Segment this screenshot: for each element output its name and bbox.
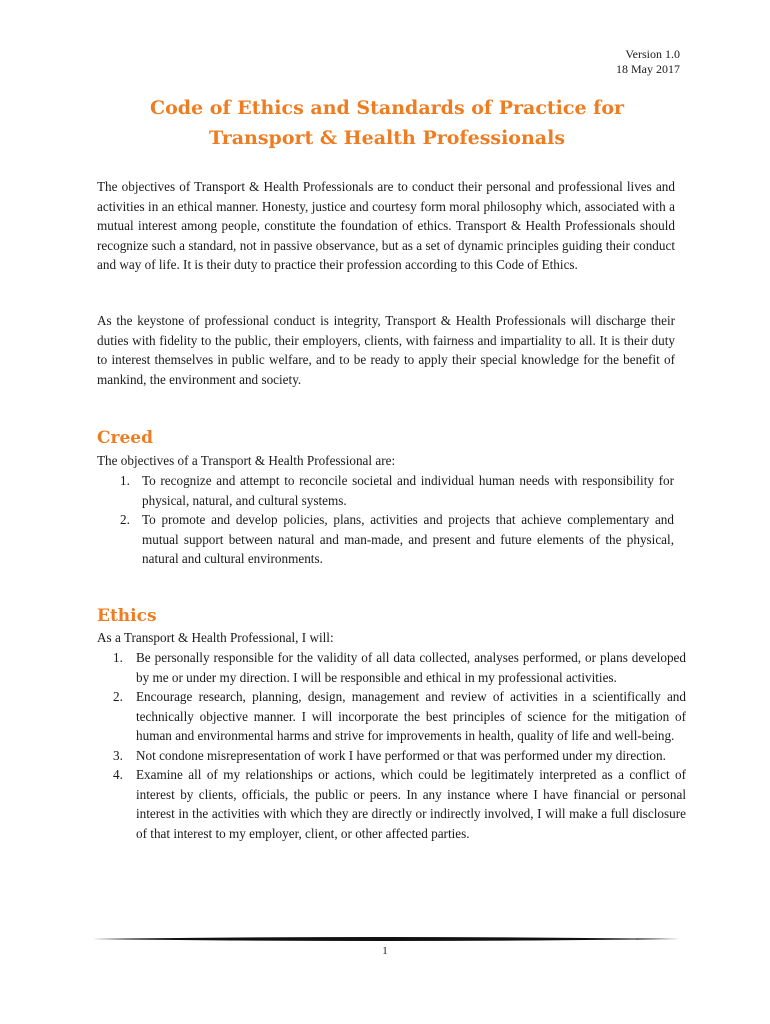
list-text: Encourage research, planning, design, management and review of activities in a scientifically and technically objective manner. I will incorporate the best principles of science for the mitigation of human and environmental harms and strive for improvements in health, quality of life and well-being. — [136, 689, 686, 743]
title-line-2: Transport & Health Professionals — [208, 127, 566, 149]
list-number: 1. — [113, 650, 123, 665]
version-block — [616, 47, 680, 77]
version-label: Version 1.0 — [625, 47, 680, 61]
ethics-item-4 — [113, 765, 686, 843]
creed-intro: The objectives of a Transport & Health Professional are: — [97, 453, 396, 468]
list-text: To recognize and attempt to reconcile societal and individual human needs with responsibility for physical, natural, and cultural systems. — [142, 473, 674, 508]
title-line-1: Code of Ethics and Standards of Practice for — [149, 97, 625, 119]
intro-paragraph-1: The objectives of Transport & Health Professionals are to conduct their personal and professional lives and activities in an ethical manner. Honesty, justice and courtesy form moral philosophy which, associated with a mutual interest among people, constitute the foundation of ethics. Transport & Health Professionals should recognize such a standard, not in passive observance, but as a set of dynamic principles guiding their conduct and way of life. It is their duty to practice their profession according to this Code of Ethics. — [97, 179, 675, 272]
list-number: 2. — [113, 689, 123, 704]
creed-list — [120, 471, 674, 569]
page-title — [96, 93, 678, 153]
ethics-item-3 — [113, 746, 686, 766]
page-number: 1 — [382, 945, 388, 957]
creed-item-2 — [120, 510, 674, 569]
creed-heading: Creed — [97, 428, 154, 448]
intro-paragraph-2: As the keystone of professional conduct is integrity, Transport & Health Professionals will discharge their duties with fidelity to the public, their employers, clients, with fairness and impartiality to all. It is their duty to interest themselves in public welfare, and to be ready to apply their special knowledge for the benefit of mankind, the environment and society. — [97, 313, 675, 387]
ethics-item-2 — [113, 687, 686, 746]
list-number: 4. — [113, 767, 123, 782]
list-text: Be personally responsible for the validity of all data collected, analyses performed, or plans developed by me or under my direction. I will be responsible and ethical in my professional activities. — [136, 650, 686, 685]
list-number: 3. — [113, 747, 123, 763]
footer-divider — [92, 936, 680, 942]
ethics-item-1 — [113, 648, 686, 687]
footer-divider-line — [92, 937, 680, 941]
list-text: Not condone misrepresentation of work I have performed or that was performed under my direction. — [136, 747, 666, 763]
version-date: 18 May 2017 — [616, 62, 680, 76]
ethics-heading: Ethics — [97, 606, 157, 626]
list-text: Examine all of my relationships or actions, which could be legitimately interpreted as a conflict of interest by clients, officials, the public or peers. In any instance where I have financial or personal interest in the activities with which they are directly or indirectly involved, I will make a full disclosure of that interest to my employer, client, or other affected parties. — [136, 767, 686, 841]
list-number: 2. — [120, 512, 130, 527]
ethics-intro: As a Transport & Health Professional, I will: — [97, 630, 334, 645]
ethics-list — [113, 648, 686, 843]
creed-item-1 — [120, 471, 674, 510]
list-text: To promote and develop policies, plans, activities and projects that achieve complementary and mutual support between natural and man-made, and present and future elements of the physical, natural and cultural environments. — [142, 512, 674, 566]
list-number: 1. — [120, 473, 130, 488]
